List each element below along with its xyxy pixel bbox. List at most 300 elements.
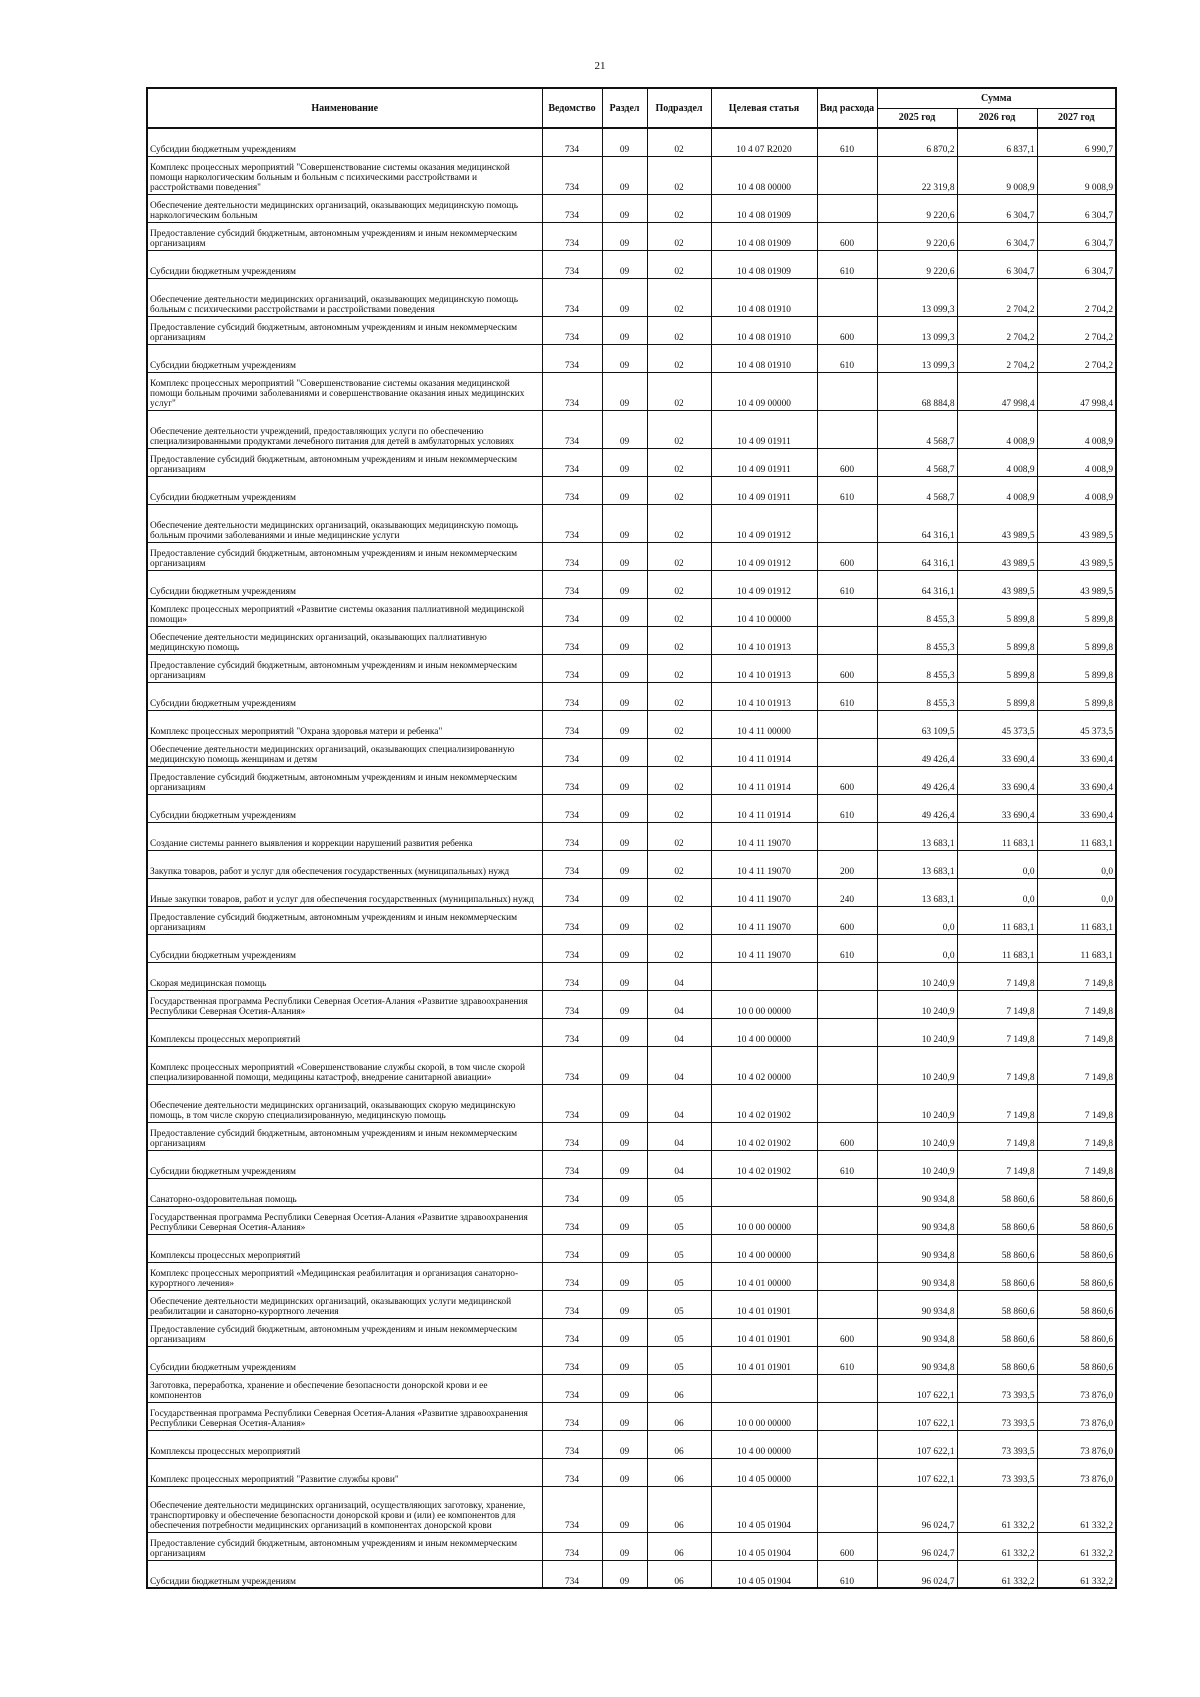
row-name: Скорая медицинская помощь bbox=[147, 962, 542, 990]
row-name: Обеспечение деятельности медицинских организаций, оказывающих паллиативную медицинскую помощь bbox=[147, 626, 542, 654]
row-2026: 7 149,8 bbox=[957, 1084, 1037, 1122]
row-subsection: 02 bbox=[647, 766, 711, 794]
row-name: Субсидии бюджетным учреждениям bbox=[147, 476, 542, 504]
table-row bbox=[147, 710, 1116, 738]
row-ministry: 734 bbox=[542, 156, 602, 194]
row-name: Предоставление субсидий бюджетным, автономным учреждениям и иным некоммерческим организациям bbox=[147, 1318, 542, 1346]
row-2025: 9 220,6 bbox=[877, 222, 957, 250]
row-name: Субсидии бюджетным учреждениям bbox=[147, 128, 542, 156]
row-section: 09 bbox=[602, 542, 647, 570]
row-2027: 4 008,9 bbox=[1037, 476, 1116, 504]
row-subsection: 05 bbox=[647, 1234, 711, 1262]
row-exptype bbox=[817, 1486, 877, 1532]
row-2027: 7 149,8 bbox=[1037, 1122, 1116, 1150]
row-2026: 6 304,7 bbox=[957, 194, 1037, 222]
table-row bbox=[147, 1560, 1116, 1588]
row-name: Обеспечение деятельности учреждений, предоставляющих услуги по обеспечению специализированными продуктами лечебного питания для детей в амбулаторных условиях bbox=[147, 410, 542, 448]
row-subsection: 05 bbox=[647, 1178, 711, 1206]
row-exptype bbox=[817, 504, 877, 542]
col-target-header: Целевая статья bbox=[711, 88, 817, 128]
row-2027: 7 149,8 bbox=[1037, 1046, 1116, 1084]
col-2025-header: 2025 год bbox=[877, 108, 957, 128]
row-2027: 4 008,9 bbox=[1037, 448, 1116, 476]
row-2025: 0,0 bbox=[877, 934, 957, 962]
row-exptype: 600 bbox=[817, 1532, 877, 1560]
row-2026: 11 683,1 bbox=[957, 906, 1037, 934]
row-name: Субсидии бюджетным учреждениям bbox=[147, 1150, 542, 1178]
row-2025: 90 934,8 bbox=[877, 1178, 957, 1206]
row-2026: 2 704,2 bbox=[957, 316, 1037, 344]
row-2027: 5 899,8 bbox=[1037, 654, 1116, 682]
row-exptype: 610 bbox=[817, 1346, 877, 1374]
row-name: Комплекс процессных мероприятий "Развитие службы крови" bbox=[147, 1458, 542, 1486]
row-subsection: 02 bbox=[647, 316, 711, 344]
row-2026: 0,0 bbox=[957, 878, 1037, 906]
table-row bbox=[147, 1486, 1116, 1532]
row-exptype bbox=[817, 598, 877, 626]
row-exptype: 610 bbox=[817, 128, 877, 156]
row-subsection: 02 bbox=[647, 710, 711, 738]
row-2026: 73 393,5 bbox=[957, 1402, 1037, 1430]
row-subsection: 02 bbox=[647, 222, 711, 250]
row-2027: 6 304,7 bbox=[1037, 222, 1116, 250]
row-name: Заготовка, переработка, хранение и обеспечение безопасности донорской крови и ее компонентов bbox=[147, 1374, 542, 1402]
row-2026: 7 149,8 bbox=[957, 1018, 1037, 1046]
row-target: 10 4 11 19070 bbox=[711, 934, 817, 962]
row-name: Предоставление субсидий бюджетным, автономным учреждениям и иным некоммерческим организациям bbox=[147, 1532, 542, 1560]
row-exptype bbox=[817, 1402, 877, 1430]
row-2025: 13 099,3 bbox=[877, 278, 957, 316]
row-ministry: 734 bbox=[542, 410, 602, 448]
col-subsection-header: Подраздел bbox=[647, 88, 711, 128]
row-section: 09 bbox=[602, 128, 647, 156]
col-section-header: Раздел bbox=[602, 88, 647, 128]
row-2027: 2 704,2 bbox=[1037, 316, 1116, 344]
row-2026: 5 899,8 bbox=[957, 626, 1037, 654]
row-2026: 45 373,5 bbox=[957, 710, 1037, 738]
row-exptype bbox=[817, 410, 877, 448]
row-ministry: 734 bbox=[542, 278, 602, 316]
row-2026: 58 860,6 bbox=[957, 1262, 1037, 1290]
row-2025: 96 024,7 bbox=[877, 1486, 957, 1532]
row-exptype: 600 bbox=[817, 316, 877, 344]
row-section: 09 bbox=[602, 372, 647, 410]
row-target: 10 4 10 00000 bbox=[711, 598, 817, 626]
row-ministry: 734 bbox=[542, 504, 602, 542]
table-row bbox=[147, 156, 1116, 194]
row-subsection: 02 bbox=[647, 542, 711, 570]
row-target: 10 4 09 01911 bbox=[711, 476, 817, 504]
row-subsection: 05 bbox=[647, 1206, 711, 1234]
row-2025: 90 934,8 bbox=[877, 1234, 957, 1262]
row-2026: 2 704,2 bbox=[957, 278, 1037, 316]
row-2026: 61 332,2 bbox=[957, 1532, 1037, 1560]
row-target: 10 4 09 01912 bbox=[711, 504, 817, 542]
row-exptype bbox=[817, 1084, 877, 1122]
table-row bbox=[147, 1046, 1116, 1084]
table-row bbox=[147, 766, 1116, 794]
row-2026: 4 008,9 bbox=[957, 410, 1037, 448]
row-exptype bbox=[817, 626, 877, 654]
row-target: 10 4 11 01914 bbox=[711, 794, 817, 822]
row-name: Субсидии бюджетным учреждениям bbox=[147, 1560, 542, 1588]
row-2027: 7 149,8 bbox=[1037, 990, 1116, 1018]
row-section: 09 bbox=[602, 878, 647, 906]
row-ministry: 734 bbox=[542, 542, 602, 570]
row-section: 09 bbox=[602, 822, 647, 850]
row-2027: 58 860,6 bbox=[1037, 1290, 1116, 1318]
row-exptype bbox=[817, 710, 877, 738]
row-exptype bbox=[817, 156, 877, 194]
table-row bbox=[147, 1532, 1116, 1560]
row-ministry: 734 bbox=[542, 1150, 602, 1178]
row-ministry: 734 bbox=[542, 962, 602, 990]
row-target: 10 4 02 00000 bbox=[711, 1046, 817, 1084]
row-name: Создание системы раннего выявления и коррекции нарушений развития ребенка bbox=[147, 822, 542, 850]
row-section: 09 bbox=[602, 316, 647, 344]
row-name: Санаторно-оздоровительная помощь bbox=[147, 1178, 542, 1206]
row-target: 10 4 09 01912 bbox=[711, 570, 817, 598]
row-exptype: 200 bbox=[817, 850, 877, 878]
row-ministry: 734 bbox=[542, 738, 602, 766]
row-section: 09 bbox=[602, 1206, 647, 1234]
row-2025: 10 240,9 bbox=[877, 990, 957, 1018]
table-row bbox=[147, 990, 1116, 1018]
row-ministry: 734 bbox=[542, 570, 602, 598]
row-target: 10 4 05 01904 bbox=[711, 1486, 817, 1532]
row-2027: 58 860,6 bbox=[1037, 1234, 1116, 1262]
row-2027: 33 690,4 bbox=[1037, 794, 1116, 822]
row-ministry: 734 bbox=[542, 1430, 602, 1458]
row-ministry: 734 bbox=[542, 1402, 602, 1430]
row-exptype bbox=[817, 1046, 877, 1084]
row-ministry: 734 bbox=[542, 626, 602, 654]
row-name: Обеспечение деятельности медицинских организаций, оказывающих специализированную медицинскую помощь женщинам и детям bbox=[147, 738, 542, 766]
row-target: 10 4 08 01909 bbox=[711, 250, 817, 278]
row-2025: 13 683,1 bbox=[877, 822, 957, 850]
row-ministry: 734 bbox=[542, 344, 602, 372]
row-ministry: 734 bbox=[542, 128, 602, 156]
row-name: Обеспечение деятельности медицинских организаций, осуществляющих заготовку, хранение, транспортировку и обеспечение безопасности донорской крови и (или) ее компонентов для обеспечения потребности медицинских организаций в компонентах донорской крови bbox=[147, 1486, 542, 1532]
row-subsection: 06 bbox=[647, 1486, 711, 1532]
row-2026: 58 860,6 bbox=[957, 1178, 1037, 1206]
row-ministry: 734 bbox=[542, 1374, 602, 1402]
row-target: 10 4 02 01902 bbox=[711, 1084, 817, 1122]
col-name-header: Наименование bbox=[147, 88, 542, 128]
row-name: Обеспечение деятельности медицинских организаций, оказывающих медицинскую помощь больным прочими заболеваниями и иные медицинские услуги bbox=[147, 504, 542, 542]
row-exptype: 240 bbox=[817, 878, 877, 906]
row-subsection: 02 bbox=[647, 850, 711, 878]
row-exptype bbox=[817, 962, 877, 990]
row-2027: 58 860,6 bbox=[1037, 1206, 1116, 1234]
row-2027: 7 149,8 bbox=[1037, 1150, 1116, 1178]
row-subsection: 04 bbox=[647, 990, 711, 1018]
row-section: 09 bbox=[602, 1346, 647, 1374]
row-subsection: 06 bbox=[647, 1560, 711, 1588]
row-section: 09 bbox=[602, 906, 647, 934]
row-ministry: 734 bbox=[542, 222, 602, 250]
table-row bbox=[147, 1084, 1116, 1122]
row-2026: 43 989,5 bbox=[957, 542, 1037, 570]
col-sum-header: Сумма bbox=[877, 88, 1116, 108]
table-row bbox=[147, 794, 1116, 822]
row-2025: 90 934,8 bbox=[877, 1262, 957, 1290]
row-2027: 61 332,2 bbox=[1037, 1532, 1116, 1560]
row-2027: 58 860,6 bbox=[1037, 1262, 1116, 1290]
row-ministry: 734 bbox=[542, 316, 602, 344]
row-2026: 61 332,2 bbox=[957, 1486, 1037, 1532]
col-exptype-header: Вид расхода bbox=[817, 88, 877, 128]
row-2026: 6 837,1 bbox=[957, 128, 1037, 156]
row-2026: 4 008,9 bbox=[957, 448, 1037, 476]
row-section: 09 bbox=[602, 194, 647, 222]
row-section: 09 bbox=[602, 654, 647, 682]
row-ministry: 734 bbox=[542, 1560, 602, 1588]
row-2027: 7 149,8 bbox=[1037, 962, 1116, 990]
row-2027: 73 876,0 bbox=[1037, 1430, 1116, 1458]
row-section: 09 bbox=[602, 794, 647, 822]
row-2026: 7 149,8 bbox=[957, 962, 1037, 990]
row-target: 10 4 11 01914 bbox=[711, 738, 817, 766]
row-ministry: 734 bbox=[542, 1084, 602, 1122]
row-name: Предоставление субсидий бюджетным, автономным учреждениям и иным некоммерческим организациям bbox=[147, 654, 542, 682]
row-2025: 4 568,7 bbox=[877, 410, 957, 448]
row-exptype: 610 bbox=[817, 794, 877, 822]
row-exptype bbox=[817, 372, 877, 410]
row-subsection: 02 bbox=[647, 738, 711, 766]
row-2027: 4 008,9 bbox=[1037, 410, 1116, 448]
row-ministry: 734 bbox=[542, 1178, 602, 1206]
row-name: Предоставление субсидий бюджетным, автономным учреждениям и иным некоммерческим организациям bbox=[147, 1122, 542, 1150]
table-row bbox=[147, 822, 1116, 850]
row-2026: 58 860,6 bbox=[957, 1290, 1037, 1318]
row-2025: 8 455,3 bbox=[877, 654, 957, 682]
row-2026: 2 704,2 bbox=[957, 344, 1037, 372]
row-section: 09 bbox=[602, 1318, 647, 1346]
row-target bbox=[711, 962, 817, 990]
row-name: Субсидии бюджетным учреждениям bbox=[147, 250, 542, 278]
row-2025: 8 455,3 bbox=[877, 626, 957, 654]
row-2027: 5 899,8 bbox=[1037, 626, 1116, 654]
table-row bbox=[147, 1262, 1116, 1290]
row-ministry: 734 bbox=[542, 1262, 602, 1290]
row-name: Предоставление субсидий бюджетным, автономным учреждениям и иным некоммерческим организациям bbox=[147, 222, 542, 250]
row-target: 10 4 09 01912 bbox=[711, 542, 817, 570]
table-row bbox=[147, 906, 1116, 934]
row-name: Обеспечение деятельности медицинских организаций, оказывающих медицинскую помощь наркологическим больным bbox=[147, 194, 542, 222]
row-section: 09 bbox=[602, 250, 647, 278]
row-name: Субсидии бюджетным учреждениям bbox=[147, 1346, 542, 1374]
row-ministry: 734 bbox=[542, 1290, 602, 1318]
table-row bbox=[147, 1346, 1116, 1374]
page-number: 21 bbox=[594, 60, 606, 72]
row-subsection: 06 bbox=[647, 1430, 711, 1458]
row-section: 09 bbox=[602, 1234, 647, 1262]
table-row bbox=[147, 962, 1116, 990]
row-target: 10 4 09 01911 bbox=[711, 448, 817, 476]
row-2027: 73 876,0 bbox=[1037, 1402, 1116, 1430]
row-name: Субсидии бюджетным учреждениям bbox=[147, 794, 542, 822]
row-exptype: 610 bbox=[817, 682, 877, 710]
row-target: 10 4 00 00000 bbox=[711, 1234, 817, 1262]
row-ministry: 734 bbox=[542, 372, 602, 410]
row-name: Обеспечение деятельности медицинских организаций, оказывающих медицинскую помощь больным с психическими расстройствами и расстройствами поведения bbox=[147, 278, 542, 316]
row-name: Государственная программа Республики Северная Осетия-Алания «Развитие здравоохранения Республики Северная Осетия-Алания» bbox=[147, 1402, 542, 1430]
row-target: 10 4 10 01913 bbox=[711, 682, 817, 710]
row-target: 10 4 11 00000 bbox=[711, 710, 817, 738]
row-section: 09 bbox=[602, 598, 647, 626]
col-2027-header: 2027 год bbox=[1037, 108, 1116, 128]
row-name: Субсидии бюджетным учреждениям bbox=[147, 934, 542, 962]
table-row bbox=[147, 476, 1116, 504]
row-exptype: 600 bbox=[817, 766, 877, 794]
row-target: 10 4 11 19070 bbox=[711, 822, 817, 850]
row-section: 09 bbox=[602, 570, 647, 598]
row-target: 10 4 05 01904 bbox=[711, 1560, 817, 1588]
row-ministry: 734 bbox=[542, 1206, 602, 1234]
row-section: 09 bbox=[602, 850, 647, 878]
row-2025: 90 934,8 bbox=[877, 1290, 957, 1318]
row-ministry: 734 bbox=[542, 878, 602, 906]
row-ministry: 734 bbox=[542, 448, 602, 476]
row-2026: 73 393,5 bbox=[957, 1458, 1037, 1486]
table-row bbox=[147, 654, 1116, 682]
row-target: 10 4 10 01913 bbox=[711, 654, 817, 682]
row-2027: 9 008,9 bbox=[1037, 156, 1116, 194]
row-2027: 6 990,7 bbox=[1037, 128, 1116, 156]
row-2026: 73 393,5 bbox=[957, 1430, 1037, 1458]
row-section: 09 bbox=[602, 1532, 647, 1560]
row-name: Обеспечение деятельности медицинских организаций, оказывающих скорую медицинскую помощь, в том числе скорую специализированную, медицинскую помощь bbox=[147, 1084, 542, 1122]
row-2026: 5 899,8 bbox=[957, 598, 1037, 626]
row-section: 09 bbox=[602, 1402, 647, 1430]
row-2026: 7 149,8 bbox=[957, 1046, 1037, 1084]
row-2027: 6 304,7 bbox=[1037, 194, 1116, 222]
table-row bbox=[147, 1178, 1116, 1206]
row-ministry: 734 bbox=[542, 654, 602, 682]
row-2027: 33 690,4 bbox=[1037, 766, 1116, 794]
row-2026: 0,0 bbox=[957, 850, 1037, 878]
row-ministry: 734 bbox=[542, 1346, 602, 1374]
row-name: Иные закупки товаров, работ и услуг для обеспечения государственных (муниципальных) нужд bbox=[147, 878, 542, 906]
table-row bbox=[147, 410, 1116, 448]
row-subsection: 04 bbox=[647, 1084, 711, 1122]
row-target: 10 4 08 01910 bbox=[711, 344, 817, 372]
row-subsection: 02 bbox=[647, 682, 711, 710]
row-2026: 6 304,7 bbox=[957, 222, 1037, 250]
row-section: 09 bbox=[602, 410, 647, 448]
row-name: Комплексы процессных мероприятий bbox=[147, 1234, 542, 1262]
row-section: 09 bbox=[602, 934, 647, 962]
row-exptype: 610 bbox=[817, 250, 877, 278]
row-name: Закупка товаров, работ и услуг для обеспечения государственных (муниципальных) нужд bbox=[147, 850, 542, 878]
row-subsection: 02 bbox=[647, 878, 711, 906]
row-2025: 68 884,8 bbox=[877, 372, 957, 410]
row-2026: 6 304,7 bbox=[957, 250, 1037, 278]
row-target: 10 4 09 01911 bbox=[711, 410, 817, 448]
table-row bbox=[147, 1150, 1116, 1178]
row-exptype bbox=[817, 1178, 877, 1206]
row-name: Субсидии бюджетным учреждениям bbox=[147, 570, 542, 598]
table-row bbox=[147, 542, 1116, 570]
row-target: 10 4 02 01902 bbox=[711, 1150, 817, 1178]
row-2025: 9 220,6 bbox=[877, 194, 957, 222]
row-target: 10 4 02 01902 bbox=[711, 1122, 817, 1150]
row-target: 10 4 01 01901 bbox=[711, 1318, 817, 1346]
row-subsection: 02 bbox=[647, 250, 711, 278]
row-target bbox=[711, 1178, 817, 1206]
row-subsection: 02 bbox=[647, 626, 711, 654]
row-section: 09 bbox=[602, 222, 647, 250]
row-2025: 8 455,3 bbox=[877, 682, 957, 710]
row-2027: 73 876,0 bbox=[1037, 1458, 1116, 1486]
row-exptype: 610 bbox=[817, 344, 877, 372]
row-exptype: 610 bbox=[817, 476, 877, 504]
table-row bbox=[147, 850, 1116, 878]
row-target: 10 4 05 01904 bbox=[711, 1532, 817, 1560]
table-row bbox=[147, 878, 1116, 906]
row-target: 10 4 08 01909 bbox=[711, 222, 817, 250]
row-exptype bbox=[817, 1458, 877, 1486]
row-target: 10 4 01 01901 bbox=[711, 1346, 817, 1374]
row-ministry: 734 bbox=[542, 1122, 602, 1150]
row-target: 10 4 08 01910 bbox=[711, 278, 817, 316]
row-section: 09 bbox=[602, 1458, 647, 1486]
row-exptype: 610 bbox=[817, 1560, 877, 1588]
row-section: 09 bbox=[602, 1486, 647, 1532]
row-name: Обеспечение деятельности медицинских организаций, оказывающих услуги медицинской реабилитации и санаторно-курортного лечения bbox=[147, 1290, 542, 1318]
budget-table bbox=[146, 87, 1117, 1589]
row-name: Субсидии бюджетным учреждениям bbox=[147, 682, 542, 710]
row-ministry: 734 bbox=[542, 476, 602, 504]
row-target: 10 4 01 01901 bbox=[711, 1290, 817, 1318]
row-subsection: 02 bbox=[647, 128, 711, 156]
row-target: 10 0 00 00000 bbox=[711, 1402, 817, 1430]
row-section: 09 bbox=[602, 504, 647, 542]
row-section: 09 bbox=[602, 1084, 647, 1122]
row-section: 09 bbox=[602, 1018, 647, 1046]
row-target: 10 4 00 00000 bbox=[711, 1018, 817, 1046]
row-2026: 43 989,5 bbox=[957, 504, 1037, 542]
row-2026: 43 989,5 bbox=[957, 570, 1037, 598]
row-2025: 9 220,6 bbox=[877, 250, 957, 278]
row-exptype bbox=[817, 1018, 877, 1046]
row-section: 09 bbox=[602, 448, 647, 476]
row-2027: 58 860,6 bbox=[1037, 1346, 1116, 1374]
row-2026: 4 008,9 bbox=[957, 476, 1037, 504]
row-section: 09 bbox=[602, 344, 647, 372]
row-2027: 5 899,8 bbox=[1037, 598, 1116, 626]
row-2025: 13 099,3 bbox=[877, 344, 957, 372]
row-subsection: 06 bbox=[647, 1532, 711, 1560]
row-2025: 8 455,3 bbox=[877, 598, 957, 626]
row-target: 10 4 11 19070 bbox=[711, 850, 817, 878]
row-ministry: 734 bbox=[542, 766, 602, 794]
row-2025: 107 622,1 bbox=[877, 1430, 957, 1458]
table-row bbox=[147, 504, 1116, 542]
row-exptype: 600 bbox=[817, 448, 877, 476]
row-section: 09 bbox=[602, 278, 647, 316]
row-ministry: 734 bbox=[542, 1318, 602, 1346]
row-target: 10 4 00 00000 bbox=[711, 1430, 817, 1458]
row-2025: 10 240,9 bbox=[877, 1018, 957, 1046]
col-2026-header: 2026 год bbox=[957, 108, 1037, 128]
row-2027: 7 149,8 bbox=[1037, 1018, 1116, 1046]
table-row bbox=[147, 598, 1116, 626]
row-name: Комплекс процессных мероприятий «Совершенствование службы скорой, в том числе скорой специализированной помощи, медицины катастроф, внедрение санитарной авиации» bbox=[147, 1046, 542, 1084]
col-ministry-header: Ведомство bbox=[542, 88, 602, 128]
row-target: 10 4 08 01909 bbox=[711, 194, 817, 222]
